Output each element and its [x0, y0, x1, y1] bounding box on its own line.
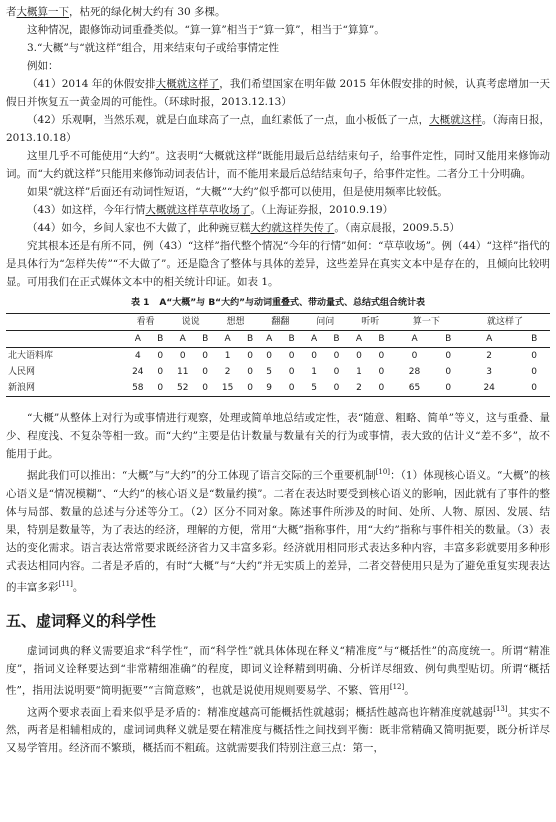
table-cell: 0	[152, 380, 168, 397]
sub-header: A	[213, 331, 242, 348]
sub-header: B	[370, 331, 393, 348]
corpus-name: 新浪网	[6, 380, 123, 397]
text-run: （43）如这样，今年行情	[27, 204, 146, 216]
table-cell: 0	[157, 367, 164, 377]
column-group-header: 问问	[303, 314, 348, 331]
column-group-header: 说说	[168, 314, 213, 331]
table-cell: 0	[242, 380, 258, 397]
table-row	[6, 380, 550, 397]
table-cell: 0	[157, 351, 164, 361]
text-run: ：（1）体现核心语义。“大概”的核心语义是“情况模糊”、“大约”的核心语义是“数量约摸”。二者在表达时要受到核心语义的影响，因此就有了事件的整体与局部、数量的总述与分述等分工。（2）区分不同对象。陈述事件所涉及的时间、处所、人物、原因、发展、结果，特别是数量等，为了表达的经济，理解的方便，常用“大概”指称事件，用“大约”指称与事件相关的数量。（3）表达的变化需求。语言表达常常要求既经济省力又丰富多彩。经济就用相同形式表达多种内容，丰富多彩就要用多种形式表达相同内容。二者是矛盾的，有时“大概”与“大约”并无实质上的差异，二者交替使用只是为了避免重复实现表达的丰富多彩	[6, 469, 550, 593]
table-cell: 1	[356, 367, 362, 377]
citation-ref: [13]	[493, 704, 508, 713]
table-cell: 0	[333, 367, 340, 377]
table-cell: 0	[333, 351, 340, 361]
text-run: 这种情况，跟修饰动词重叠类似。“算一算”相当于“算一算”，相当于“算算”。	[27, 24, 385, 36]
underlined-phrase: 大概就这样了	[155, 78, 220, 90]
body-text-top	[6, 3, 550, 291]
table-cell: 0	[202, 367, 209, 377]
citation-ref: [11]	[58, 579, 73, 588]
table-cell: 52	[168, 380, 197, 397]
body-text-middle	[6, 409, 550, 596]
text-run: （41）2014 年的休假安排	[27, 78, 156, 90]
corpus-header	[6, 314, 123, 331]
text-run: 据此我们可以推出：“大概”与“大约”的分工体现了语言交际的三个重要机制	[27, 469, 376, 482]
table-cell: 24	[460, 380, 518, 397]
text-run: 如果“就这样”后面还有动词性短语，“大概”“大约”似乎都可以使用，但是使用频率比较低。	[27, 186, 448, 198]
underlined-phrase: 大概就这样草草收场了	[145, 204, 251, 216]
underlined-phrase: 大概算一下	[16, 6, 69, 18]
table-cell: 28	[408, 367, 421, 377]
page-content	[6, 3, 550, 757]
column-group-header: 翻翻	[258, 314, 303, 331]
text-run: 。（上海证券报，2010.9.19）	[250, 204, 394, 216]
table-cell: 0	[531, 367, 538, 377]
sub-header: B	[518, 331, 550, 348]
paragraph	[6, 237, 550, 291]
table-cell: 0	[518, 380, 550, 397]
paragraph	[6, 147, 550, 183]
table-cell: 2	[486, 351, 493, 361]
table-cell: 5	[303, 380, 325, 397]
table-cell: 0	[311, 351, 317, 361]
table-cell: 0	[325, 380, 348, 397]
table-cell: 9	[258, 380, 280, 397]
text-run: 者	[6, 6, 17, 18]
table-cell: 0	[197, 380, 213, 397]
table-cell: 11	[176, 367, 189, 377]
table-cell: 0	[247, 351, 253, 361]
sub-header: B	[242, 331, 258, 348]
table-title: A“大概”与 B“大约”与动词重叠式、带动量式、总结式组合统计表	[159, 298, 426, 308]
sub-header: B	[152, 331, 168, 348]
citation-ref: [10]	[375, 468, 391, 476]
table-cell: 58	[123, 380, 152, 397]
paragraph	[6, 642, 550, 700]
sub-header: A	[460, 331, 518, 348]
table-row	[6, 364, 550, 380]
table-cell: 0	[436, 380, 460, 397]
sub-header: B	[325, 331, 348, 348]
table-cell: 0	[445, 351, 452, 361]
table-header-ab	[6, 331, 550, 348]
text-run: 。	[72, 581, 84, 593]
sub-header: A	[258, 331, 280, 348]
table-cell: 0	[280, 380, 303, 397]
sub-header: A	[303, 331, 325, 348]
text-run: ，枯死的绿化树大约有 30 多棵。	[69, 6, 226, 18]
table-cell: 0	[288, 367, 295, 377]
text-run: （42）乐观啊，当然乐观，就是白血球高了一点，血红素低了一点，血小板低了一点，	[27, 114, 430, 126]
column-group-header: 就这样了	[460, 314, 550, 331]
column-group-header: 听听	[348, 314, 393, 331]
paragraph	[6, 111, 550, 147]
paragraph	[6, 39, 550, 57]
paragraph	[6, 700, 550, 758]
text-run: （44）如今，乡间人家也不大做了，此种豌豆糕	[27, 222, 251, 234]
column-group-header: 看看	[123, 314, 168, 331]
table-cell: 0	[378, 367, 385, 377]
table-cell: 0	[179, 351, 186, 361]
underlined-phrase: 大概就这样	[429, 114, 482, 126]
citation-ref: [12]	[389, 683, 405, 691]
text-run: ，我们希望国家在明年做 2015 年休假安排的时候，认真考虑增加一天假日并恢复五一黄金周的可能性。（环球时报，2013.12.13）	[6, 78, 551, 108]
sub-header: A	[168, 331, 197, 348]
table-cell: 1	[311, 367, 317, 377]
table-row	[6, 348, 550, 365]
table-cell: 5	[266, 367, 273, 377]
table-cell: 0	[370, 380, 393, 397]
table-caption	[6, 295, 550, 311]
text-run: 3.“大概”与“就这样”组合，用来结束句子或给事情定性	[27, 42, 279, 54]
paragraph	[6, 3, 550, 21]
section-heading: 五、虚词释义的科学性	[6, 612, 157, 630]
paragraph	[6, 21, 550, 39]
table-cell: 65	[393, 380, 437, 397]
underlined-phrase: 大约就这样失传了	[250, 222, 335, 234]
text-run: 。（海南日报，2013.10.18）	[6, 114, 551, 144]
text-run: 虚词词典的释义需要追求“科学性”，而“科学性”就具体体现在释义“精准度”与“概括性”的高度统一。所谓“精准度”，指词义诠释要达到“非常精细准确”的程度，即词义诠释精到明确、分析详尽细致、例句典型贴切。所谓“概括性”，指用法说明要“简明扼要”“言简意赅”，也就是说使用规则要易学、不繁、管用	[6, 645, 550, 697]
table-cell: 4	[134, 351, 141, 361]
corpus-name: 北大语料库	[8, 351, 54, 361]
table-cell: 0	[411, 351, 418, 361]
text-run: 。（南京晨报，2009.5.5）	[334, 222, 460, 234]
table-cell: 2	[224, 367, 231, 377]
sub-header: B	[436, 331, 460, 348]
paragraph	[6, 201, 550, 219]
paragraph	[6, 183, 550, 201]
table-cell: 3	[486, 367, 493, 377]
table-cell: 0	[202, 351, 209, 361]
paragraph	[6, 57, 550, 75]
sub-header: A	[123, 331, 152, 348]
text-run: 。其实不然，两者是相辅相成的，虚词词典释义就是要在精准度与概括性之间找到平衡：既非常精确又简明扼要，既分析详尽又易学管用。经济而不繁琐，概括而不粗疏。这就需要我们特别注意三点：第一，	[6, 706, 551, 754]
table-cell: 2	[348, 380, 370, 397]
table-header-groups	[6, 314, 550, 331]
column-group-header: 想想	[213, 314, 258, 331]
table-cell: 0	[288, 351, 295, 361]
table-cell: 15	[213, 380, 242, 397]
table-cell: 1	[224, 351, 231, 361]
corpus-name: 人民网	[8, 367, 36, 377]
text-run: 这里几乎不可能使用“大约”。这表明“大概就这样”既能用最后总结结束句子，给事件定性，同时又能用来修饰动词。而“大约就这样”只能用来修饰动词表估计，而不能用来最后总结结束句子，给事件定性。二者分工十分明确。	[6, 150, 550, 180]
statistics-table	[6, 313, 550, 397]
body-text-bottom	[6, 642, 550, 757]
text-run: 究其根本还是有所不同，例（43）“这样”指代整个情况“今年的行情”如何：“草草收场”。例（44）“这样”指代的是具体行为“怎样失传”“不大做了”。还是隐含了整体与具体的差异，这些差异在真实文本中是存在的，且倾向比较明显。可用我们在正式媒体文本中的相关统计印证。如表 1。	[6, 240, 550, 288]
column-group-header: 算一下	[393, 314, 460, 331]
text-run: 这两个要求表面上看来似乎是矛盾的：精准度越高可能概括性就越弱；概括性越高也许精准度就越弱	[27, 706, 494, 718]
paragraph	[6, 219, 550, 237]
table-cell: 0	[445, 367, 452, 377]
table-cell: 0	[378, 351, 385, 361]
table-body	[6, 348, 550, 397]
sub-header: A	[393, 331, 437, 348]
sub-header: A	[348, 331, 370, 348]
table-cell: 24	[132, 367, 144, 377]
text-run: “大概”从整体上对行为或事情进行观察，处理或简单地总结或定性，表“随意、粗略、简单”等义，这与重叠、量少、程度浅、不复杂等相一致。而“大约”主要是估计数量与数量有关的行为或事情，表大致的估计义“差不多”，故不能用于此。	[6, 412, 550, 460]
sub-header: B	[280, 331, 303, 348]
text-run: 例如：	[27, 60, 59, 72]
table-number: 表 1	[130, 298, 150, 308]
paragraph	[6, 75, 550, 111]
paragraph	[6, 409, 550, 463]
paragraph	[6, 463, 550, 596]
sub-header: B	[197, 331, 213, 348]
table-cell: 0	[247, 367, 253, 377]
table-cell: 0	[356, 351, 362, 361]
table-cell: 0	[266, 351, 273, 361]
table-cell: 0	[531, 351, 538, 361]
text-run: 。	[404, 684, 415, 697]
